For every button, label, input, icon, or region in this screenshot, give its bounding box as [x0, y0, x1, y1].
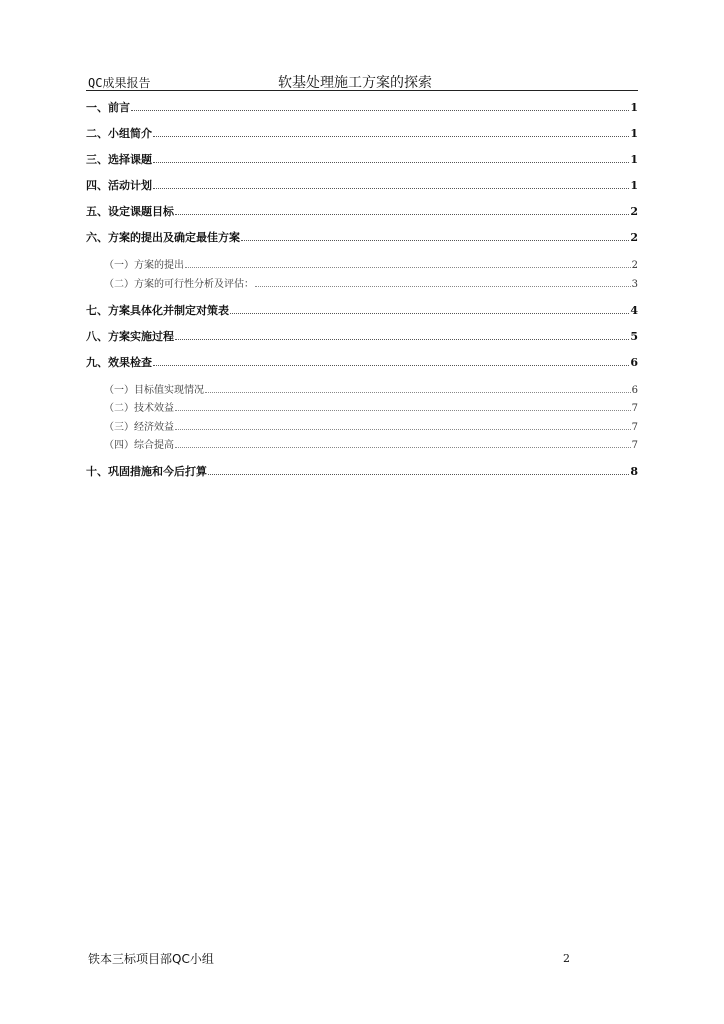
toc-entry-page: 1	[630, 153, 638, 166]
toc-entry[interactable]	[86, 151, 638, 171]
toc-leader-dots	[175, 401, 631, 411]
toc-leader-dots	[185, 258, 631, 268]
toc-entry-title: （二）技术效益	[104, 403, 174, 414]
toc-entry-title: 七、方案具体化并制定对策表	[86, 304, 229, 317]
toc-entry-page: 7	[631, 403, 638, 414]
toc-entry-page: 2	[630, 231, 638, 244]
toc-entry-page: 1	[630, 101, 638, 114]
toc-entry-title: 九、效果检查	[86, 356, 152, 369]
toc-entry-page: 3	[631, 279, 638, 290]
toc-entry[interactable]	[86, 229, 638, 249]
toc-entry-title: 三、选择课题	[86, 153, 152, 166]
toc-entry-page: 7	[631, 440, 638, 451]
toc-entry[interactable]	[86, 354, 638, 374]
footer-page-number: 2	[563, 952, 570, 965]
toc-leader-dots	[175, 438, 631, 448]
toc-entry-page: 6	[630, 356, 638, 369]
toc-entry[interactable]	[86, 125, 638, 145]
toc-entry[interactable]	[86, 256, 638, 276]
toc-leader-dots	[175, 204, 629, 215]
toc-entry-title: （三）经济效益	[104, 422, 174, 433]
toc-entry-title: （一）方案的提出	[104, 260, 184, 271]
footer-group-name: 铁本三标项目部QC小组	[88, 952, 214, 966]
toc-entry[interactable]	[86, 99, 638, 119]
toc-leader-dots	[230, 303, 629, 314]
toc-entry-page: 5	[630, 330, 638, 343]
toc-entry-title: （四）综合提高	[104, 440, 174, 451]
toc-leader-dots	[153, 178, 629, 189]
toc-leader-dots	[175, 329, 629, 340]
toc-entry-title: 八、方案实施过程	[86, 330, 174, 343]
page-header	[86, 72, 638, 91]
toc-leader-dots	[153, 126, 629, 137]
toc-leader-dots	[153, 152, 629, 163]
toc-entry[interactable]	[86, 302, 638, 322]
toc-entry-title: 六、方案的提出及确定最佳方案	[86, 231, 240, 244]
toc-leader-dots	[241, 230, 629, 241]
toc-entry-page: 1	[630, 179, 638, 192]
toc-entry[interactable]	[86, 275, 638, 295]
toc-entry-title: （二）方案的可行性分析及评估：	[104, 279, 254, 290]
toc-entry-page: 1	[630, 127, 638, 140]
report-label: QC成果报告	[88, 76, 151, 90]
toc-entry-title: 一、前言	[86, 101, 130, 114]
toc-leader-dots	[153, 355, 629, 366]
toc-entry[interactable]	[86, 203, 638, 223]
toc-leader-dots	[175, 420, 631, 430]
toc-entry-page: 7	[631, 422, 638, 433]
toc-leader-dots	[255, 277, 631, 287]
toc-entry-title: 二、小组简介	[86, 127, 152, 140]
toc-entry[interactable]	[86, 399, 638, 419]
toc-entry-title: 五、设定课题目标	[86, 205, 174, 218]
toc-entry[interactable]	[86, 177, 638, 197]
toc-entry[interactable]	[86, 436, 638, 456]
toc-entry[interactable]	[86, 328, 638, 348]
toc-entry-page: 8	[630, 465, 638, 478]
toc-entry-page: 2	[631, 260, 638, 271]
toc-leader-dots	[208, 464, 629, 475]
document-title: 软基处理施工方案的探索	[278, 75, 432, 91]
toc-entry-title: （一）目标值实现情况	[104, 385, 204, 396]
toc-leader-dots	[131, 100, 629, 111]
toc-entry[interactable]	[86, 418, 638, 438]
toc-entry-title: 十、巩固措施和今后打算	[86, 465, 207, 478]
toc-leader-dots	[205, 383, 631, 393]
toc-entry[interactable]	[86, 381, 638, 401]
toc-entry[interactable]	[86, 463, 638, 483]
toc-entry-page: 6	[631, 385, 638, 396]
toc-entry-page: 4	[630, 304, 638, 317]
toc-entry-title: 四、活动计划	[86, 179, 152, 192]
toc-entry-page: 2	[630, 205, 638, 218]
